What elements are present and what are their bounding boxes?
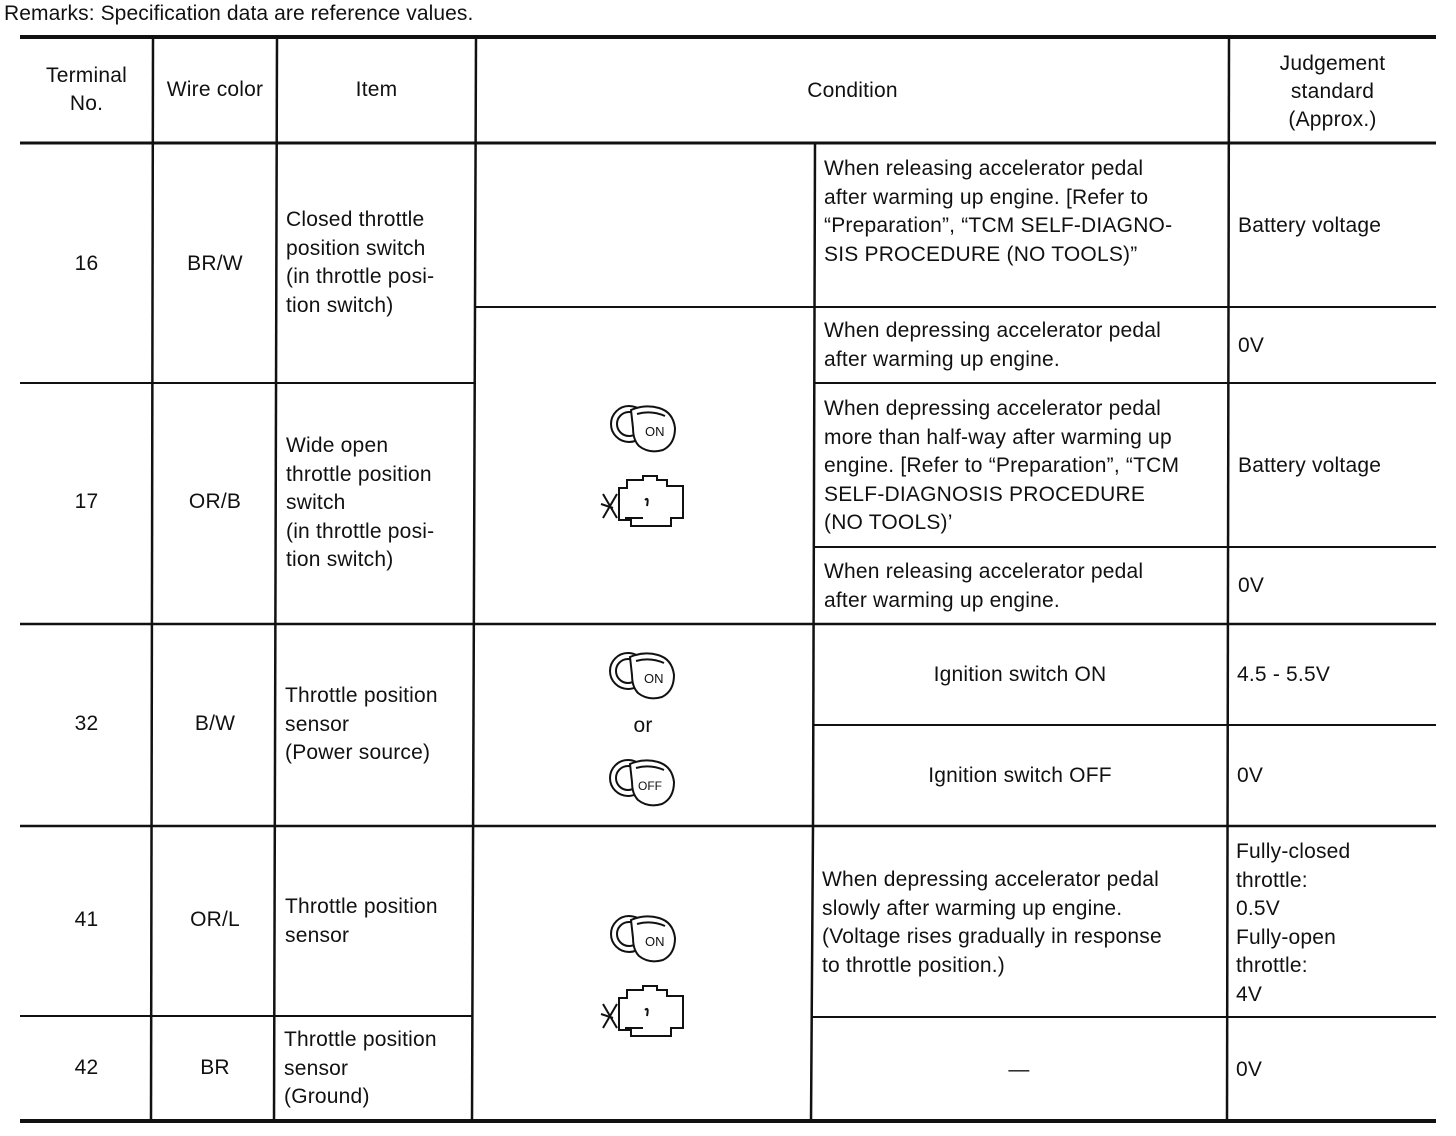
judgement-32-b: 0V	[1237, 764, 1264, 787]
judgement-17-a: Battery voltage	[1238, 454, 1382, 477]
header-condition: Condition	[807, 79, 898, 102]
judgement-16-a: Battery voltage	[1238, 214, 1382, 237]
remarks-note: Remarks: Specification data are reference values.	[4, 2, 474, 25]
terminal-42: 42	[74, 1056, 99, 1079]
terminal-17: 17	[74, 490, 99, 513]
header-wire-color: Wire color	[166, 78, 264, 101]
ignition-key-off-icon	[604, 750, 680, 810]
wire-color-17: OR/B	[188, 490, 242, 513]
condition-17-a: When depressing accelerator pedal more than half-way after warming up engine. [Refer to “Preparation”, “TCM SELF-DIAGNOSIS PROCEDURE (NO TOOLS)’	[824, 397, 1180, 534]
svg-text:OFF: OFF	[638, 779, 662, 793]
condition-41: When depressing accelerator pedal slowly after warming up engine. (Voltage rises gradually in response to throttle position.)	[822, 868, 1162, 977]
wire-color-32: B/W	[194, 712, 236, 735]
item-32: Throttle position sensor (Power source)	[285, 684, 438, 764]
engine-running-icon	[597, 470, 689, 534]
terminal-16: 16	[74, 252, 99, 275]
condition-32-a: Ignition switch ON	[933, 663, 1107, 686]
wire-color-16: BR/W	[187, 252, 243, 275]
wire-color-41: OR/L	[190, 908, 240, 931]
header-item: Item	[355, 78, 398, 101]
judgement-41: Fully-closed throttle: 0.5V Fully-open throttle: 4V	[1236, 840, 1351, 1006]
condition-32-b: Ignition switch OFF	[928, 764, 1112, 787]
item-42: Throttle position sensor (Ground)	[284, 1028, 437, 1108]
judgement-17-b: 0V	[1238, 574, 1265, 597]
condition-17-b: When releasing accelerator pedal after warming up engine.	[824, 560, 1144, 612]
ignition-key-on-icon	[605, 908, 681, 966]
judgement-32-a: 4.5 - 5.5V	[1237, 663, 1331, 686]
header-judgement: Judgement standard (Approx.)	[1279, 52, 1386, 131]
judgement-16-b: 0V	[1238, 334, 1265, 357]
condition-16-b: When depressing accelerator pedal after warming up engine.	[824, 319, 1161, 371]
or-label: or	[633, 714, 653, 737]
item-16: Closed throttle position switch (in throttle posi- tion switch)	[286, 208, 435, 317]
svg-text:ON: ON	[645, 934, 665, 949]
svg-text:ON: ON	[645, 424, 665, 439]
item-41: Throttle position sensor	[285, 895, 438, 947]
svg-text:ON: ON	[644, 671, 664, 686]
engine-running-icon	[597, 980, 689, 1044]
item-17: Wide open throttle position switch (in throttle posi- tion switch)	[286, 434, 435, 571]
terminal-41: 41	[74, 908, 99, 931]
judgement-42: 0V	[1236, 1058, 1263, 1081]
header-terminal: Terminal No.	[46, 64, 127, 115]
condition-16-a: When releasing accelerator pedal after warming up engine. [Refer to “Preparation”, “TCM SELF-DIAGNO- SIS PROCEDURE (NO TOOLS)”	[824, 157, 1173, 266]
terminal-32: 32	[74, 712, 99, 735]
condition-42: —	[1008, 1058, 1030, 1081]
wire-color-42: BR	[200, 1056, 230, 1079]
ignition-key-on-icon	[605, 398, 681, 456]
ignition-key-on-icon	[604, 645, 680, 703]
